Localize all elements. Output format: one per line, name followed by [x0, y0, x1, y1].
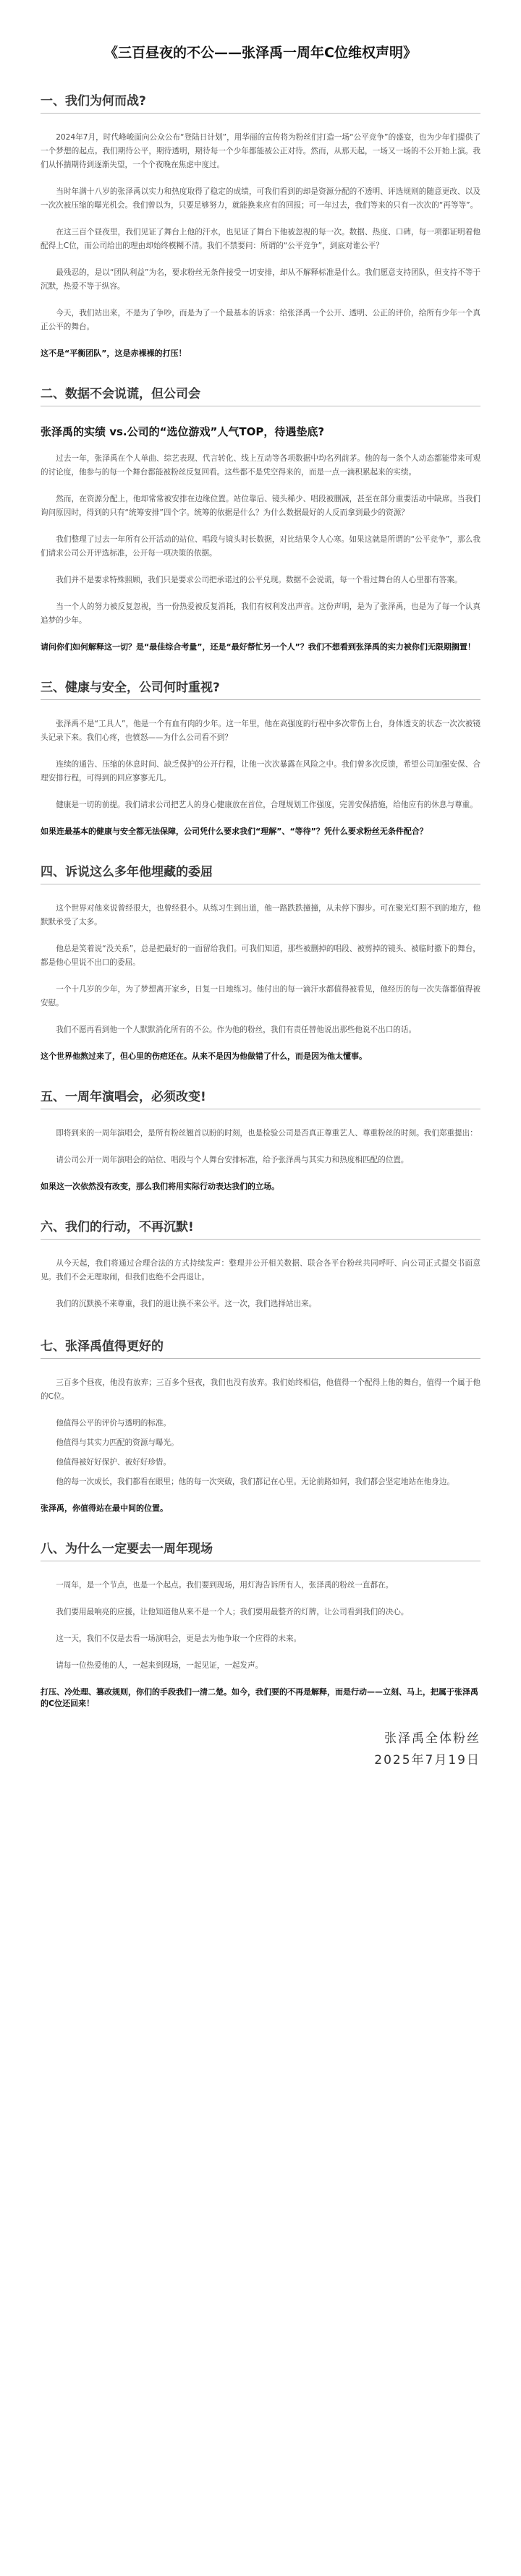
section-4-paragraph: 他总是笑着说“没关系”，总是把最好的一面留给我们。可我们知道，那些被删掉的唱段、被剪掉的镜头、被临时撤下的舞台，都是他心里说不出口的委屈。 [41, 944, 480, 967]
section-4 [41, 861, 480, 1062]
section-8 [41, 1538, 480, 1709]
section-2-paragraph: 当一个人的努力被反复忽视，当一份热爱被反复消耗，我们有权利发出声音。这份声明，是为了张泽禹，也是为了每一个认真追梦的少年。 [41, 602, 480, 625]
section-7-list-item: 他值得与其实力匹配的资源与曝光。 [56, 1438, 179, 1447]
section-1-paragraph: 最残忍的，是以“团队利益”为名，要求粉丝无条件接受一切安排，却从不解释标准是什么。我们愿意支持团队，但支持不等于沉默，热爱不等于纵容。 [41, 268, 480, 291]
section-7-emphasis: 张泽禹，你值得站在最中间的位置。 [41, 1504, 168, 1513]
section-1 [41, 90, 480, 359]
section-7-paragraph: 三百多个昼夜，他没有放弃；三百多个昼夜，我们也没有放弃。我们始终相信，他值得一个配得上他的舞台，值得一个属于他的C位。 [41, 1378, 480, 1401]
signature-date: 2025年7月19日 [374, 1753, 480, 1767]
section-8-paragraph: 这一天，我们不仅是去看一场演唱会，更是去为他争取一个应得的未来。 [56, 1634, 302, 1643]
section-8-heading: 八、为什么一定要去一周年现场 [41, 1538, 480, 1561]
section-1-heading: 一、我们为何而战? [41, 90, 480, 114]
section-4-paragraph: 这个世界对他来说曾经很大，也曾经很小。从练习生到出道，他一路跌跌撞撞，从未停下脚步。可在聚光灯照不到的地方，他默默承受了太多。 [41, 904, 480, 926]
section-2-subheading: 张泽禹的实绩 vs.公司的“选位游戏”人气TOP，待遇垫底? [41, 425, 325, 438]
section-4-paragraph: 一个十几岁的少年，为了梦想离开家乡，日复一日地练习。他付出的每一滴汗水都值得被看见，他经历的每一次失落都值得被安慰。 [41, 985, 480, 1007]
section-3-paragraph: 健康是一切的前提。我们请求公司把艺人的身心健康放在首位，合理规划工作强度，完善安保措施，给他应有的休息与尊重。 [56, 801, 478, 809]
section-1-paragraph: 在这三百个昼夜里，我们见证了舞台上他的汗水，也见证了舞台下他被忽视的每一次。数据、热度、口碑，每一项都证明着他配得上C位，而公司给出的理由却始终模糊不清。我们不禁要问：所谓的“公平竞争”，到底对谁公平？ [41, 228, 480, 250]
section-2-paragraph: 然而，在资源分配上，他却常常被安排在边缘位置。站位靠后、镜头稀少、唱段被删减，甚至在部分重要活动中缺席。当我们询问原因时，得到的只有“统筹安排”四个字。统筹的依据是什么？为什么数据最好的人反而拿到最少的资源？ [41, 495, 480, 517]
section-1-paragraph: 2024年7月，时代峰峻面向公众公布“登陆日计划”，用华丽的宣传将为粉丝们打造一场“公平竞争”的盛宴，也为少年们提供了一个梦想的起点。我们期待公平，期待透明，期待每一个少年都能被公正对待。然而，从那天起，一场又一场的不公开始上演。我们从怀揣期待到逐渐失望，一个个夜晚在焦虑中度过。 [41, 133, 480, 169]
section-8-paragraph: 我们要用最响亮的应援，让他知道他从来不是一个人；我们要用最整齐的灯牌，让公司看到我们的决心。 [56, 1608, 409, 1616]
section-4-paragraph: 我们不愿再看到他一个人默默消化所有的不公。作为他的粉丝，我们有责任替他说出那些他说不出口的话。 [56, 1025, 417, 1034]
section-3-emphasis: 如果连最基本的健康与安全都无法保障，公司凭什么要求我们“理解”、“等待”？凭什么要求粉丝无条件配合？ [41, 827, 428, 836]
section-5-paragraph: 即将到来的一周年演唱会，是所有粉丝翘首以盼的时刻，也是检验公司是否真正尊重艺人、尊重粉丝的时刻。我们郑重提出： [56, 1129, 478, 1138]
section-3-heading: 三、健康与安全，公司何时重视? [41, 677, 480, 700]
section-4-heading: 四、诉说这么多年他埋藏的委屈 [41, 861, 480, 884]
section-4-emphasis: 这个世界他熬过来了，但心里的伤疤还在。从来不是因为他做错了什么，而是因为他太懂事。 [41, 1052, 367, 1061]
section-5-emphasis: 如果这一次依然没有改变，那么我们将用实际行动表达我们的立场。 [41, 1182, 279, 1191]
section-6-paragraph: 从今天起，我们将通过合理合法的方式持续发声：整理并公开相关数据、联合各平台粉丝共同呼吁、向公司正式提交书面意见。我们不会无理取闹，但我们也绝不会再退让。 [41, 1259, 480, 1281]
section-6-heading: 六、我们的行动，不再沉默! [41, 1216, 480, 1240]
section-8-paragraph: 请每一位热爱他的人，一起来到现场，一起见证，一起发声。 [56, 1661, 263, 1670]
section-1-paragraph: 当时年满十八岁的张泽禹以实力和热度取得了稳定的成绩，可我们看到的却是资源分配的不透明、评选规则的随意更改、以及一次次被压缩的曝光机会。我们曾以为，只要足够努力，就能换来应有的回报；可一年过去，我们等来的只有一次次的“再等等”。 [41, 187, 480, 210]
section-2-paragraph: 过去一年，张泽禹在个人单曲、综艺表现、代言转化、线上互动等各项数据中均名列前茅。他的每一条个人动态都能带来可观的讨论度，他参与的每一个舞台都能被粉丝反复回看。这些都不是凭空得来的，而是一点一滴积累起来的实绩。 [41, 454, 480, 477]
section-3 [41, 677, 480, 837]
section-7 [41, 1336, 480, 1514]
section-7-paragraph: 他的每一次成长，我们都看在眼里；他的每一次突破，我们都记在心里。无论前路如何，我们都会坚定地站在他身边。 [56, 1477, 455, 1486]
section-5 [41, 1086, 480, 1192]
section-1-paragraph: 今天，我们站出来，不是为了争吵，而是为了一个最基本的诉求：给张泽禹一个公开、透明、公正的评价，给所有少年一个真正公平的舞台。 [41, 309, 480, 331]
section-2-paragraph: 我们并不是要求特殊照顾，我们只是要求公司把承诺过的公平兑现。数据不会说谎，每一个看过舞台的人心里都有答案。 [56, 576, 462, 584]
section-6 [41, 1216, 480, 1311]
section-5-paragraph: 请公司公开一周年演唱会的站位、唱段与个人舞台安排标准，给予张泽禹与其实力和热度相匹配的位置。 [56, 1156, 409, 1164]
section-7-heading: 七、张泽禹值得更好的 [41, 1336, 480, 1359]
section-2-emphasis: 请问你们如何解释这一切？是“最佳综合考量”，还是“最好帮忙另一个人”？我们不想看到张泽禹的实力被你们无限期搁置！ [41, 642, 475, 652]
section-8-paragraph: 一周年，是一个节点，也是一个起点。我们要到现场，用灯海告诉所有人，张泽禹的粉丝一直都在。 [56, 1581, 394, 1590]
section-5-heading: 五、一周年演唱会，必须改变! [41, 1086, 480, 1109]
section-2-heading: 二、数据不会说谎，但公司会 [41, 383, 480, 406]
section-2-paragraph: 我们整理了过去一年所有公开活动的站位、唱段与镜头时长数据，对比结果令人心寒。如果这就是所谓的“公平竞争”，那么我们请求公司公开评选标准，公开每一项决策的依据。 [41, 535, 480, 558]
section-3-paragraph: 张泽禹不是“工具人”，他是一个有血有肉的少年。这一年里，他在高强度的行程中多次带伤上台，身体透支的状态一次次被镜头记录下来。我们心疼，也愤怒——为什么公司看不到？ [41, 720, 480, 742]
signature-block [41, 1728, 480, 1771]
section-1-emphasis: 这不是“平衡团队”，这是赤裸裸的打压！ [41, 349, 187, 358]
document-title: 《三百昼夜的不公——张泽禹一周年C位维权声明》 [104, 45, 417, 61]
section-7-list-item: 他值得被好好保护、被好好珍惜。 [56, 1458, 171, 1467]
section-6-paragraph: 我们的沉默换不来尊重，我们的退让换不来公平。这一次，我们选择站出来。 [56, 1300, 317, 1308]
section-8-emphasis: 打压、冷处理、篡改规则，你们的手段我们一清二楚。如今，我们要的不再是解释，而是行动——立刻、马上，把属于张泽禹的C位还回来！ [41, 1687, 478, 1708]
section-2 [41, 383, 480, 652]
section-7-list-item: 他值得公平的评价与透明的标准。 [56, 1419, 171, 1428]
section-3-paragraph: 连续的通告、压缩的休息时间、缺乏保护的公开行程，让他一次次暴露在风险之中。我们曾多次反馈，希望公司加强安保、合理安排行程，可得到的回应寥寥无几。 [41, 760, 480, 782]
signature-author: 张泽禹全体粉丝 [384, 1731, 480, 1746]
